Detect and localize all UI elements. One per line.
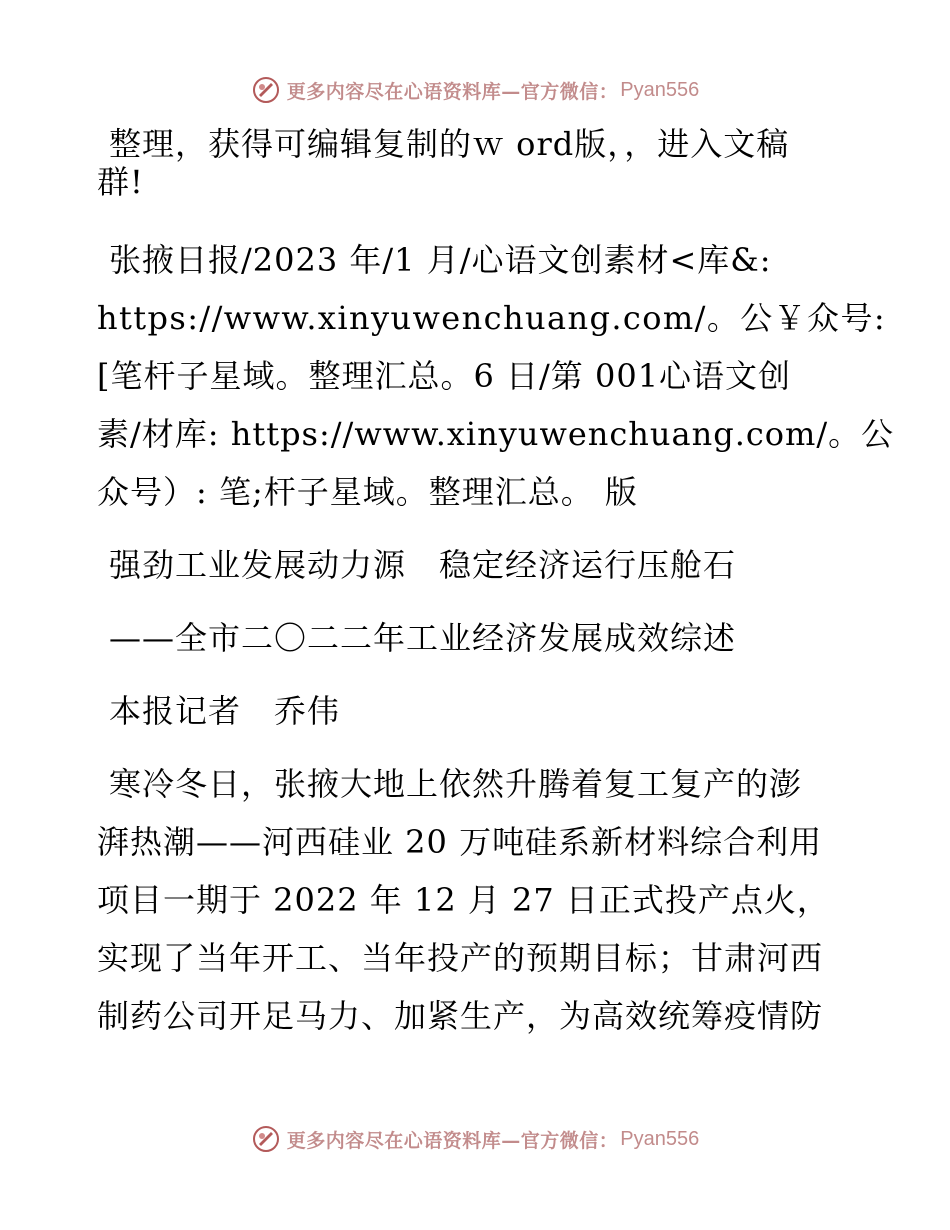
text-line: 张掖日报/2023 年/1 月/心语文创素材<库&: (109, 241, 772, 279)
logo-icon (251, 1124, 281, 1154)
text-line: 项目一期于 2022 年 12 月 27 日正式投产点火， (97, 881, 830, 919)
text-line: [笔杆子星域。整理汇总。6 日/第 001心语文创 (97, 357, 792, 395)
header-site-text: 更多内容尽在心语资料库—官方微信： (286, 80, 619, 103)
text-line: 众号）: 笔;杆子星域。整理汇总。 版 (97, 473, 638, 511)
text-line: 制药公司开足马力、加紧生产，为高效统筹疫情防 (97, 997, 824, 1035)
text-line: 素/材库: https://www.xinyuwenchuang.com/。公 (97, 415, 895, 453)
paragraph-intro (97, 125, 857, 201)
article-title (97, 546, 857, 584)
paragraph-body (97, 765, 857, 1035)
article-subtitle (97, 619, 857, 657)
text-line: https://www.xinyuwenchuang.com/。公￥众号: (97, 299, 887, 337)
text-line: 实现了当年开工、当年投产的预期目标；甘肃河西 (97, 939, 824, 977)
footer-site-text: 更多内容尽在心语资料库—官方微信： (286, 1129, 619, 1152)
article-byline (97, 692, 857, 730)
paragraph-source (97, 241, 895, 511)
text-line: 寒冷冬日，张掖大地上依然升腾着复工复产的澎 (109, 765, 803, 803)
footer-banner (0, 1119, 950, 1159)
document-body (97, 120, 895, 1070)
footer-wechat-id: Pyan556 (620, 1127, 700, 1150)
text-line: 本报记者 乔伟 (109, 692, 341, 730)
text-line: 群! (97, 163, 144, 201)
text-line: ——全市二〇二二年工业经济发展成效综述 (109, 619, 737, 657)
logo-icon (251, 75, 281, 105)
header-wechat-id: Pyan556 (620, 78, 700, 101)
text-line: 湃热潮——河西硅业 20 万吨硅系新材料综合利用 (97, 823, 823, 861)
text-line: 整理，获得可编辑复制的ｗ ord版，，进入文稿 (109, 125, 790, 163)
header-banner (0, 70, 950, 110)
text-line: 强劲工业发展动力源 稳定经济运行压舱石 (109, 546, 737, 584)
